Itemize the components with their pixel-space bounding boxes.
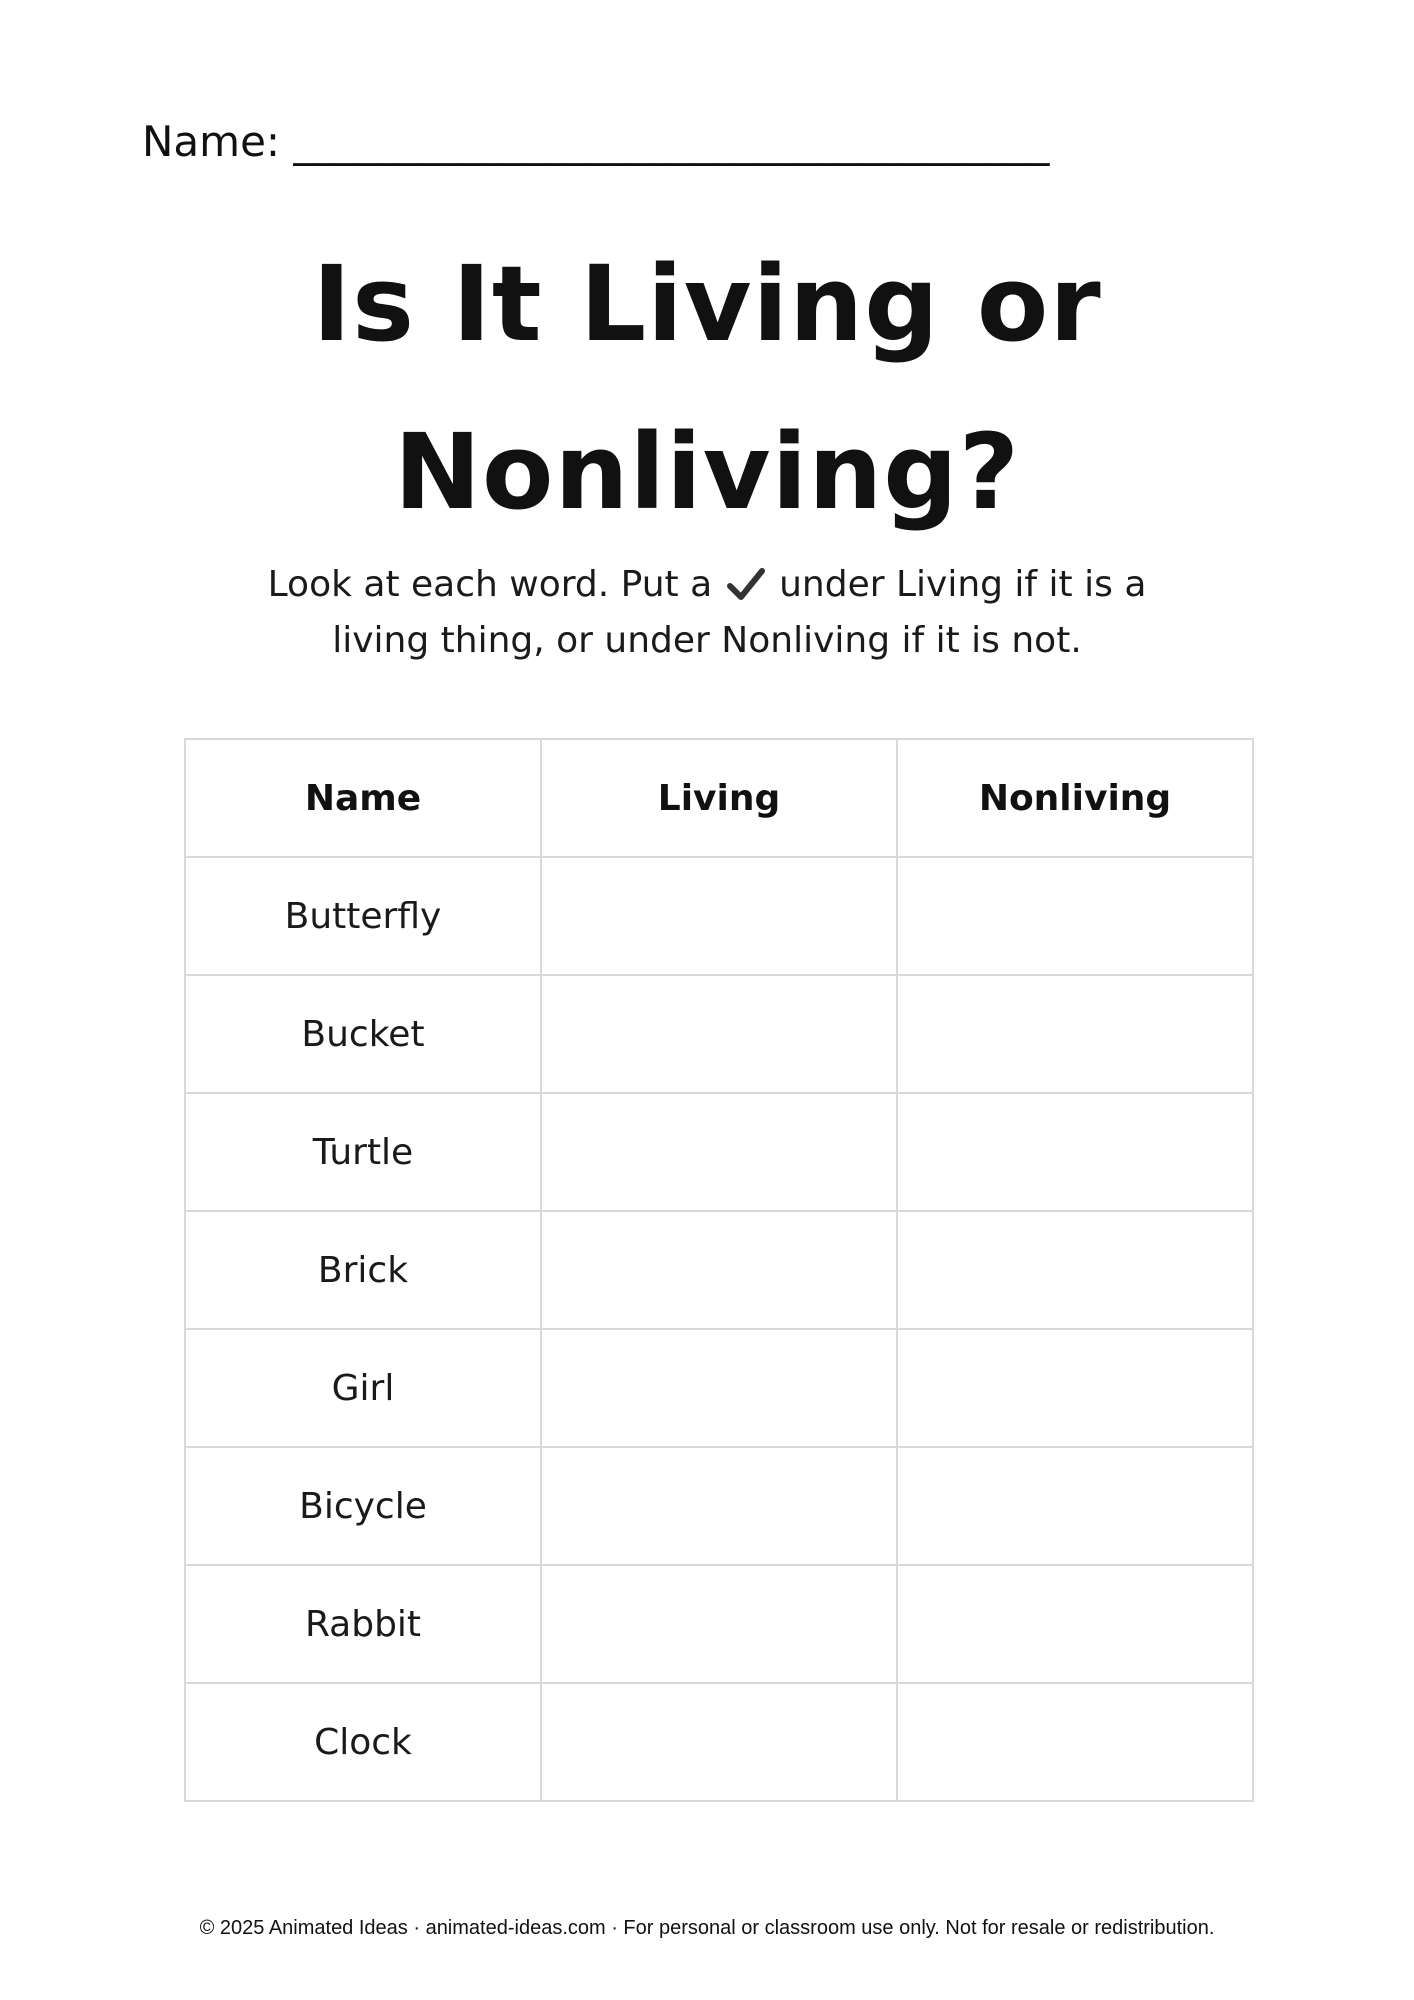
table-row xyxy=(185,857,1253,975)
title-line-1: Is It Living or xyxy=(312,243,1102,365)
table-row xyxy=(185,1565,1253,1683)
table-header-row xyxy=(185,739,1253,857)
living-check-cell[interactable] xyxy=(541,857,897,975)
living-check-cell[interactable] xyxy=(541,1447,897,1565)
living-check-cell[interactable] xyxy=(541,975,897,1093)
row-name: Rabbit xyxy=(185,1565,541,1683)
table-row xyxy=(185,1329,1253,1447)
row-name: Bicycle xyxy=(185,1447,541,1565)
row-name: Bucket xyxy=(185,975,541,1093)
table-row xyxy=(185,1093,1253,1211)
checkmark-icon xyxy=(726,566,766,616)
row-name: Brick xyxy=(185,1211,541,1329)
nonliving-check-cell[interactable] xyxy=(897,975,1253,1093)
table-row xyxy=(185,1447,1253,1565)
nonliving-check-cell[interactable] xyxy=(897,1447,1253,1565)
header-living: Living xyxy=(541,739,897,857)
instructions-after-check: under Living if it is a living thing, or under Nonliving if it is not. xyxy=(332,564,1147,661)
table-row xyxy=(185,975,1253,1093)
table-row xyxy=(185,1683,1253,1801)
name-field-line[interactable]: Name: ____________________________________ xyxy=(142,117,1050,166)
table-row xyxy=(185,1211,1253,1329)
nonliving-check-cell[interactable] xyxy=(897,857,1253,975)
row-name: Butterfly xyxy=(185,857,541,975)
living-check-cell[interactable] xyxy=(541,1565,897,1683)
nonliving-check-cell[interactable] xyxy=(897,1093,1253,1211)
row-name: Clock xyxy=(185,1683,541,1801)
living-check-cell[interactable] xyxy=(541,1329,897,1447)
row-name: Girl xyxy=(185,1329,541,1447)
nonliving-check-cell[interactable] xyxy=(897,1683,1253,1801)
living-nonliving-table xyxy=(184,738,1254,1802)
copyright-footer: © 2025 Animated Ideas · animated-ideas.com · For personal or classroom use only. Not for resale or redistribution. xyxy=(199,1917,1215,1939)
header-nonliving: Nonliving xyxy=(897,739,1253,857)
title-line-2: Nonliving? xyxy=(393,411,1021,533)
nonliving-check-cell[interactable] xyxy=(897,1565,1253,1683)
instructions-before-check: Look at each word. Put a xyxy=(267,564,713,605)
row-name: Turtle xyxy=(185,1093,541,1211)
living-check-cell[interactable] xyxy=(541,1683,897,1801)
nonliving-check-cell[interactable] xyxy=(897,1211,1253,1329)
instructions xyxy=(220,560,1194,666)
worksheet-title xyxy=(0,220,1414,556)
living-check-cell[interactable] xyxy=(541,1093,897,1211)
header-name: Name xyxy=(185,739,541,857)
living-check-cell[interactable] xyxy=(541,1211,897,1329)
nonliving-check-cell[interactable] xyxy=(897,1329,1253,1447)
